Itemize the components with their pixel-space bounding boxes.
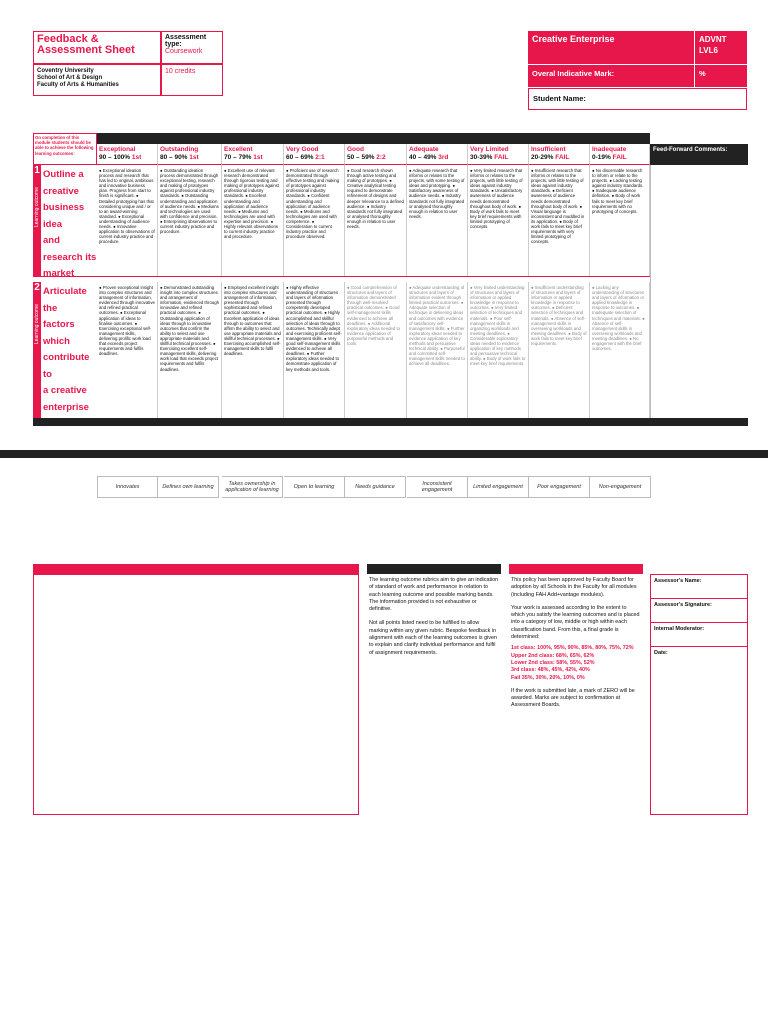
outcome-side-text: Learning outcome [34, 187, 40, 228]
feedback-header-bar [33, 564, 359, 574]
rubric-note: The learning outcome rubrics aim to give an indication of standard of work and performance in relation to each learning outcome and possible marking bands. The information provided is not exhaustive or definitive. Not all points listed need to be fulfilled to allow marking within any given rubric. Bespoke feedback in alignment with each of the learning outcomes is given to explain and clarify individual performance and fulfil of assignment requirements. [369, 577, 499, 656]
policy-note: This policy has been approved by Faculty Board for adoption by all Schools in the Faculty for all modules (including FAH Add+vantage modules). Your work is assessed according to the extent to which you satisfy the learning outcomes and is placed into a category of low, middle or high within each classification band. From this, a final grade is determined: 1st class: 100%, 95%, 90%, 85%, 80%, 75%, 72% Upper 2nd class: 68%, 65%, 62% Lower 2nd class: 58%, 55%, 52% 3rd class: 48%, 45%, 42%, 40% Fail 35%, 30%, 20%, 10%, 0% If the work is submitted late, a mark of ZERO will be awarded. Marks are subject to confirmation at Assessment Boards. [511, 577, 640, 709]
grade-name: Insufficient [531, 146, 566, 153]
overall-mark-label: Overal Indicative Mark: [532, 69, 615, 78]
scale-top-bar [0, 450, 768, 458]
rubric-cell[interactable]: ● Proven exceptional insight into complex structures and arrangement of information, evidenced through innovative and refined practical outcomes. ● Exceptional application of ideas to finalise outcomes. ● Exercising exceptional self-management skills, delivering prolific work load that exceeds project requirements and fulfils deadlines. [97, 282, 158, 418]
grade-range-value: 90 – 100% [99, 154, 131, 161]
outcome-title [43, 284, 97, 418]
rubric-cell[interactable]: ● Very limited research that informs or relates to the projects, with little testing of ideas against industry standards. ● Unsatisfactory awareness of audience needs demonstrated throughout body of work. ● Body of work fails to meet key brief requirements with limited prototyping of concepts. [468, 165, 529, 276]
policy-header [509, 564, 643, 574]
rubric-cell[interactable]: ● Insufficient research that informs or relates to the projects, with little testing of ideas against industry standards. ● Deficient awareness of audience needs demonstrated throughout body of work. ● Visual language is inconsistent and muddled in its application. ● Body of work fails to meet key brief requirements with very limited prototyping of concepts. [529, 165, 590, 276]
feedforward-header: Feed-Forward Comments: [650, 144, 748, 165]
grade-range [224, 154, 281, 162]
grade-name: Exceptional [99, 146, 136, 153]
grade-range-value: 40 – 49% [409, 154, 437, 161]
grade-name: Excellent [224, 146, 253, 153]
grade-name: Adequate [409, 146, 439, 153]
grade-range-value: 50 – 59% [347, 154, 375, 161]
assessor-name-field[interactable]: Assessor's Name: [651, 575, 747, 599]
grade-name: Very Limited [470, 146, 509, 153]
grade-class: FAIL [555, 154, 570, 161]
rubric-cell[interactable]: ● Employed excellent insight into complex structures and arrangement of information, presented through sophisticated and refined practical outcomes. ● Excellent application of ideas through to outcomes that affirm the ability to select and use appropriate materials and skillful technical processes. ● Exercising accomplished self-management skills to fulfil deadlines. [222, 282, 284, 418]
rubric-cell[interactable]: ● Lacking any understanding of structures and layers of information or applied knowledge in response to outcomes. ● Inadequate selection of techniques and materials. ● Absence of self-management skills in overseeing workloads and meeting deadlines. ● No engagement with the brief outcomes. [590, 282, 650, 418]
outcome-title-line: Articulate the [43, 286, 87, 314]
rubric-cell[interactable]: ● Adequate understanding of structures and layers of information evident through limited practical outcomes. ● Adequate selection of technique in delivering ideas and outcomes with evidence of satisfactory self-management skills. ● Further exploratory ideas needed to evidence application of key methods and persuasive technical ability. ● Purposeful and committed self-management skills needed to achieve all deadlines. [407, 282, 468, 418]
grade-name: Outstanding [160, 146, 199, 153]
credits-value: 10 credits [165, 68, 196, 75]
scale-item: Innovates [97, 476, 158, 498]
grade-header-2 [222, 144, 284, 165]
grade-class: 2:1 [315, 154, 325, 161]
grade-range-value: 70 – 79% [224, 154, 252, 161]
grade-range [531, 154, 587, 162]
rubric-cell[interactable]: ● Very limited understanding of structures and layers of information or applied knowledge in response to outcomes. ● Very limited selection of techniques and materials. ● Poor self-management skills in organizing workloads and meeting deadlines. ● Considerable exploratory ideas needed to evidence application of key methods and persuasive technical ability. ● Body of work fails to meet key brief requirements. [468, 282, 529, 418]
grade-range [347, 154, 404, 162]
grade-name: Inadequate [592, 146, 627, 153]
grade-class: 3rd [438, 154, 449, 161]
rubric-note-header [367, 564, 501, 574]
rubric-bottom-bar [33, 418, 748, 426]
grade-class: 2:2 [376, 154, 386, 161]
grade-range [470, 154, 526, 162]
grade-class: 1st [253, 154, 263, 161]
module-name: Creative Enterprise [532, 34, 615, 44]
outcome-title [43, 167, 97, 276]
grade-header-1 [158, 144, 222, 165]
overall-mark-unit-box [695, 65, 747, 87]
institution-box [33, 64, 161, 96]
grade-range-value: 30-39% [470, 154, 493, 161]
grade-name: Very Good [286, 146, 319, 153]
module-code-line2: LVL6 [699, 46, 718, 55]
scale-item: Needs guidance [345, 476, 406, 498]
grade-range [99, 154, 155, 162]
rubric-cell[interactable]: ● Adequate research that informs or relates to the projects, with some testing of ideas and prototyping. ● Satisfactory awareness of audience needs. ● Industry standards not fully integrated or analysed thoroughly enough in relation to user needs. [407, 165, 468, 276]
assessment-type-value: Coursework [165, 48, 203, 55]
outcome-title-line: business idea [43, 202, 85, 230]
grade-range-value: 20-29% [531, 154, 554, 161]
outcome-number: 1 [34, 165, 40, 176]
outcome-title-line: creative [43, 185, 79, 197]
grade-range-value: 0-19% [592, 154, 611, 161]
grade-header-7 [529, 144, 590, 165]
internal-moderator-field[interactable]: Internal Moderator: [651, 623, 747, 647]
outcome-title-line: a creative [43, 385, 87, 396]
rubric-cell[interactable]: ● Proficient use of research demonstrated through effective testing and making of prototypes against professional industry standards. ● Confident understanding and application of audience needs. ● Mediums and technologies are used with competence. ● Consideration to current industry practice and procedure observed. [284, 165, 345, 276]
scale-item: Inconsistent engagement [407, 476, 468, 498]
rubric-cell[interactable]: ● Demonstrated outstanding insight into complex structures and arrangement of information, evidenced through innovative and refined practical outcomes. ● Outstanding application of ideas through to innovative outcomes that confirm the ability to select and use appropriate materials and skillful technical processes. ● Exercising excellent self-management skills, delivering work load that exceeds project requirements and fulfils deadlines. [158, 282, 222, 418]
student-name-label: Student Name: [533, 94, 586, 103]
outcome-title-line: factors which [43, 319, 75, 347]
overall-mark-unit: % [699, 69, 706, 78]
scale-item: Non-engagement [590, 476, 651, 498]
grade-header-8 [590, 144, 650, 165]
grade-class: FAIL [494, 154, 509, 161]
sheet-title-line2: Assessment Sheet [37, 44, 135, 56]
grade-range-value: 60 – 69% [286, 154, 314, 161]
feedforward-column[interactable] [650, 165, 748, 418]
assessment-type-label: Assessment type: [165, 34, 207, 48]
outcome-title-line: enterprise [43, 401, 89, 413]
module-name-box [528, 31, 694, 64]
rubric-cell[interactable]: ● Exceptional ideation process and research that has led to original, ambitious and innovative business plan. Progress from start to finish is significant. ● Detailed prototyping has that considering unique and / or to an award-winning standard. ● Exceptional understanding of audience needs. ● Innovative application to observations of current industry practice and procedure. [97, 165, 158, 276]
credits-box [161, 64, 223, 96]
grade-range [592, 154, 647, 162]
outcome-side-label [33, 165, 41, 276]
institution-line2: School of Art & Design [37, 75, 103, 81]
scale-item: Limited engagement [468, 476, 529, 498]
rubric-intro: On completion of this module students should be able to achieve the following learning outcomes: [33, 133, 97, 165]
grade-range [409, 154, 465, 162]
sheet-title-line1: Feedback & [37, 33, 99, 45]
rubric-cell[interactable]: ● Excellent use of relevant research demonstrated through rigorous testing and making of prototypes against professional industry standards. ● Excellent understanding and application of audience needs. ● Mediums and technologies are used with expertise and precision. ● Highly relevant observations to current industry practice and procedure. [222, 165, 284, 276]
grade-range [286, 154, 342, 162]
outcome-side-label [33, 282, 41, 418]
rubric-cell[interactable]: ● Good comprehension of structures and layers of information demonstrated through well-resolved practical outcomes. ● Good self-management skills evidenced to achieve all deadlines. ● Additional exploratory ideas needed to evidence application of purposeful methods and tools. [345, 282, 407, 418]
rubric-cell[interactable]: ● Highly effective understanding of structures and layers of information presented through competently developed practical outcomes. ● Highly accomplished and skillful selection of ideas through to outcomes. Technically adept and exercising proficient self-management skills. ● Very good self-management skills evidenced to achieve all deadlines. ● Further exploratory ideas needed to demonstrate application of key methods and tools. [284, 282, 345, 418]
module-code-box [695, 31, 747, 64]
institution-line1: Coventry University [37, 68, 94, 74]
outcome-title-line: market [43, 268, 75, 276]
title-box [33, 31, 161, 64]
grade-class: FAIL [612, 154, 627, 161]
grade-range [160, 154, 219, 162]
feedback-comments-box[interactable] [33, 574, 359, 815]
scale-item: Open to learning [284, 476, 345, 498]
outcome-number: 2 [34, 282, 40, 293]
grade-name: Good [347, 146, 364, 153]
scale-item: Poor engagement [529, 476, 590, 498]
grade-class: 1st [189, 154, 199, 161]
outcome-title-line: Outline a [43, 169, 84, 180]
date-field[interactable]: Date: [654, 650, 668, 656]
module-code-line1: ADVNT [699, 35, 727, 44]
rubric-cell[interactable]: ● No discernable research to inform or relate to the projects. ● Lacking testing against industry standards. ● Inadequate audience definition. ● Body of work fails to meet key brief requirements with no prototyping of concepts. [590, 165, 650, 276]
outcome-title-line: contribute to [43, 352, 90, 380]
scale-item: Takes ownership in application of learning [222, 476, 283, 498]
overall-mark-box [528, 65, 694, 87]
grade-range-value: 80 – 90% [160, 154, 188, 161]
grade-class: 1st [131, 154, 142, 161]
grade-header-0 [97, 144, 158, 165]
scale-item: Defines own learning [158, 476, 219, 498]
assessment-type-box [161, 31, 223, 64]
institution-line3: Faculty of Arts & Humanities [37, 82, 119, 88]
rubric-top-bar [97, 133, 650, 144]
grade-header-4 [345, 144, 407, 165]
grade-header-3 [284, 144, 345, 165]
rubric-cell[interactable]: ● Good research shown through active testing and making of prototypes. ● Creative analytical testing required to demonstrate refinement of designs and deeper relevance to a defined audience. ● Industry standards not fully integrated or analysed thoroughly enough in relation to user needs. [345, 165, 407, 276]
rubric-cell[interactable]: ● Insufficient understanding of structures and layers of information or applied knowledge in response to outcomes. ● Deficient selection of techniques and materials. ● Absence of self-management skills in overseeing workloads and meeting deadlines. ● Body of work fails to meet key brief requirements. [529, 282, 590, 418]
signoff-panel [650, 574, 748, 815]
grade-header-5 [407, 144, 468, 165]
outcome-title-line: and research its [43, 235, 97, 263]
student-name-field[interactable] [528, 88, 747, 110]
grade-header-6 [468, 144, 529, 165]
assessor-signature-field[interactable]: Assessor's Signature: [651, 599, 747, 623]
rubric-cell[interactable]: ● Outstanding ideation process demonstrated through exceptional testing, research and making of prototypes against professional industry standards. ● Outstanding understanding and application of audience needs. ● Mediums and technologies are used with confidence and precision. ● Enterprising observations to current industry practice and procedure. [158, 165, 222, 276]
outcome-side-text: Learning outcome [34, 304, 40, 345]
